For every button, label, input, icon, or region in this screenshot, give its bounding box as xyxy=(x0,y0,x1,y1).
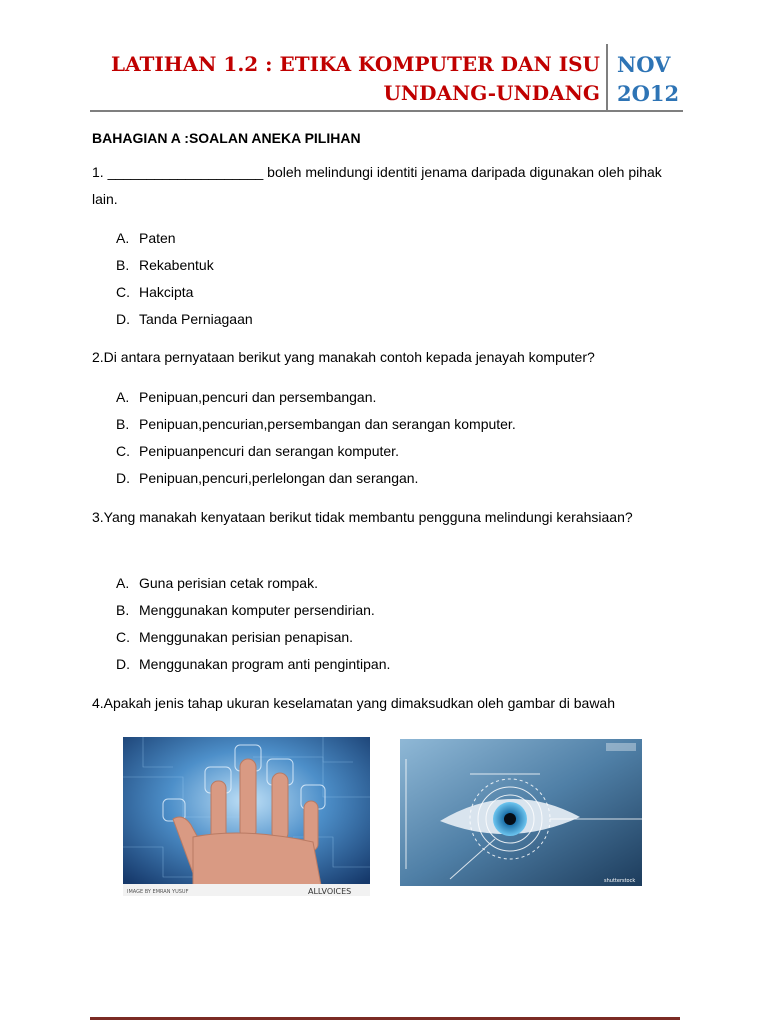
title-line-2: UNDANG-UNDANG xyxy=(383,81,600,105)
question-1-options xyxy=(116,225,253,333)
header-month: NOV xyxy=(617,52,671,77)
footer-rule xyxy=(90,1017,680,1020)
option-1a: A. Paten xyxy=(116,230,176,246)
question-4-text: 4.Apakah jenis tahap ukuran keselamatan yang dimaksudkan oleh gambar di bawah xyxy=(92,695,616,711)
option-2b: B. Penipuan,pencurian,persembangan dan serangan komputer. xyxy=(116,416,516,432)
option-3a: A. Guna perisian cetak rompak. xyxy=(116,575,318,591)
question-3-text: 3.Yang manakah kenyataan berikut tidak membantu pengguna melindungi kerahsiaan? xyxy=(92,509,633,525)
option-2c: C. Penipuanpencuri dan serangan komputer. xyxy=(116,443,399,459)
question-1-text: 1. ____________________ boleh melindungi identiti jenama daripada digunakan oleh pihak lain. xyxy=(92,164,662,207)
option-1c: C. Hakcipta xyxy=(116,284,194,300)
option-2d: D. Penipuan,pencuri,perlelongan dan serangan. xyxy=(116,470,419,486)
eye-scan-image xyxy=(400,739,642,886)
eye-image-watermark: shutterstock xyxy=(604,878,636,884)
eye-scan-illustration xyxy=(400,739,642,886)
question-2-options xyxy=(116,384,516,492)
option-3d: D. Menggunakan program anti pengintipan. xyxy=(116,656,391,672)
question-2-text: 2.Di antara pernyataan berikut yang manakah contoh kepada jenayah komputer? xyxy=(92,349,595,365)
header-date xyxy=(617,50,679,108)
hand-scan-illustration xyxy=(123,737,370,896)
option-1d: D. Tanda Perniagaan xyxy=(116,311,253,327)
header-separator xyxy=(606,44,608,110)
question-3-options xyxy=(116,570,390,678)
hand-image-watermark: ALLVOICES xyxy=(308,887,352,896)
document-header xyxy=(90,44,683,110)
hand-image-caption: IMAGE BY EMRAN YUSUF xyxy=(127,889,189,895)
option-1b: B. Rekabentuk xyxy=(116,257,214,273)
document-title xyxy=(111,50,600,108)
option-3c: C. Menggunakan perisian penapisan. xyxy=(116,629,354,645)
header-rule xyxy=(90,110,683,112)
option-3b: B. Menggunakan komputer persendirian. xyxy=(116,602,375,618)
header-year: 2O12 xyxy=(617,81,680,106)
option-2a: A. Penipuan,pencuri dan persembangan. xyxy=(116,389,377,405)
hand-scan-image xyxy=(123,737,370,896)
title-line-1: LATIHAN 1.2 : ETIKA KOMPUTER DAN ISU xyxy=(111,52,600,76)
section-heading: BAHAGIAN A :SOALAN ANEKA PILIHAN xyxy=(92,130,361,146)
